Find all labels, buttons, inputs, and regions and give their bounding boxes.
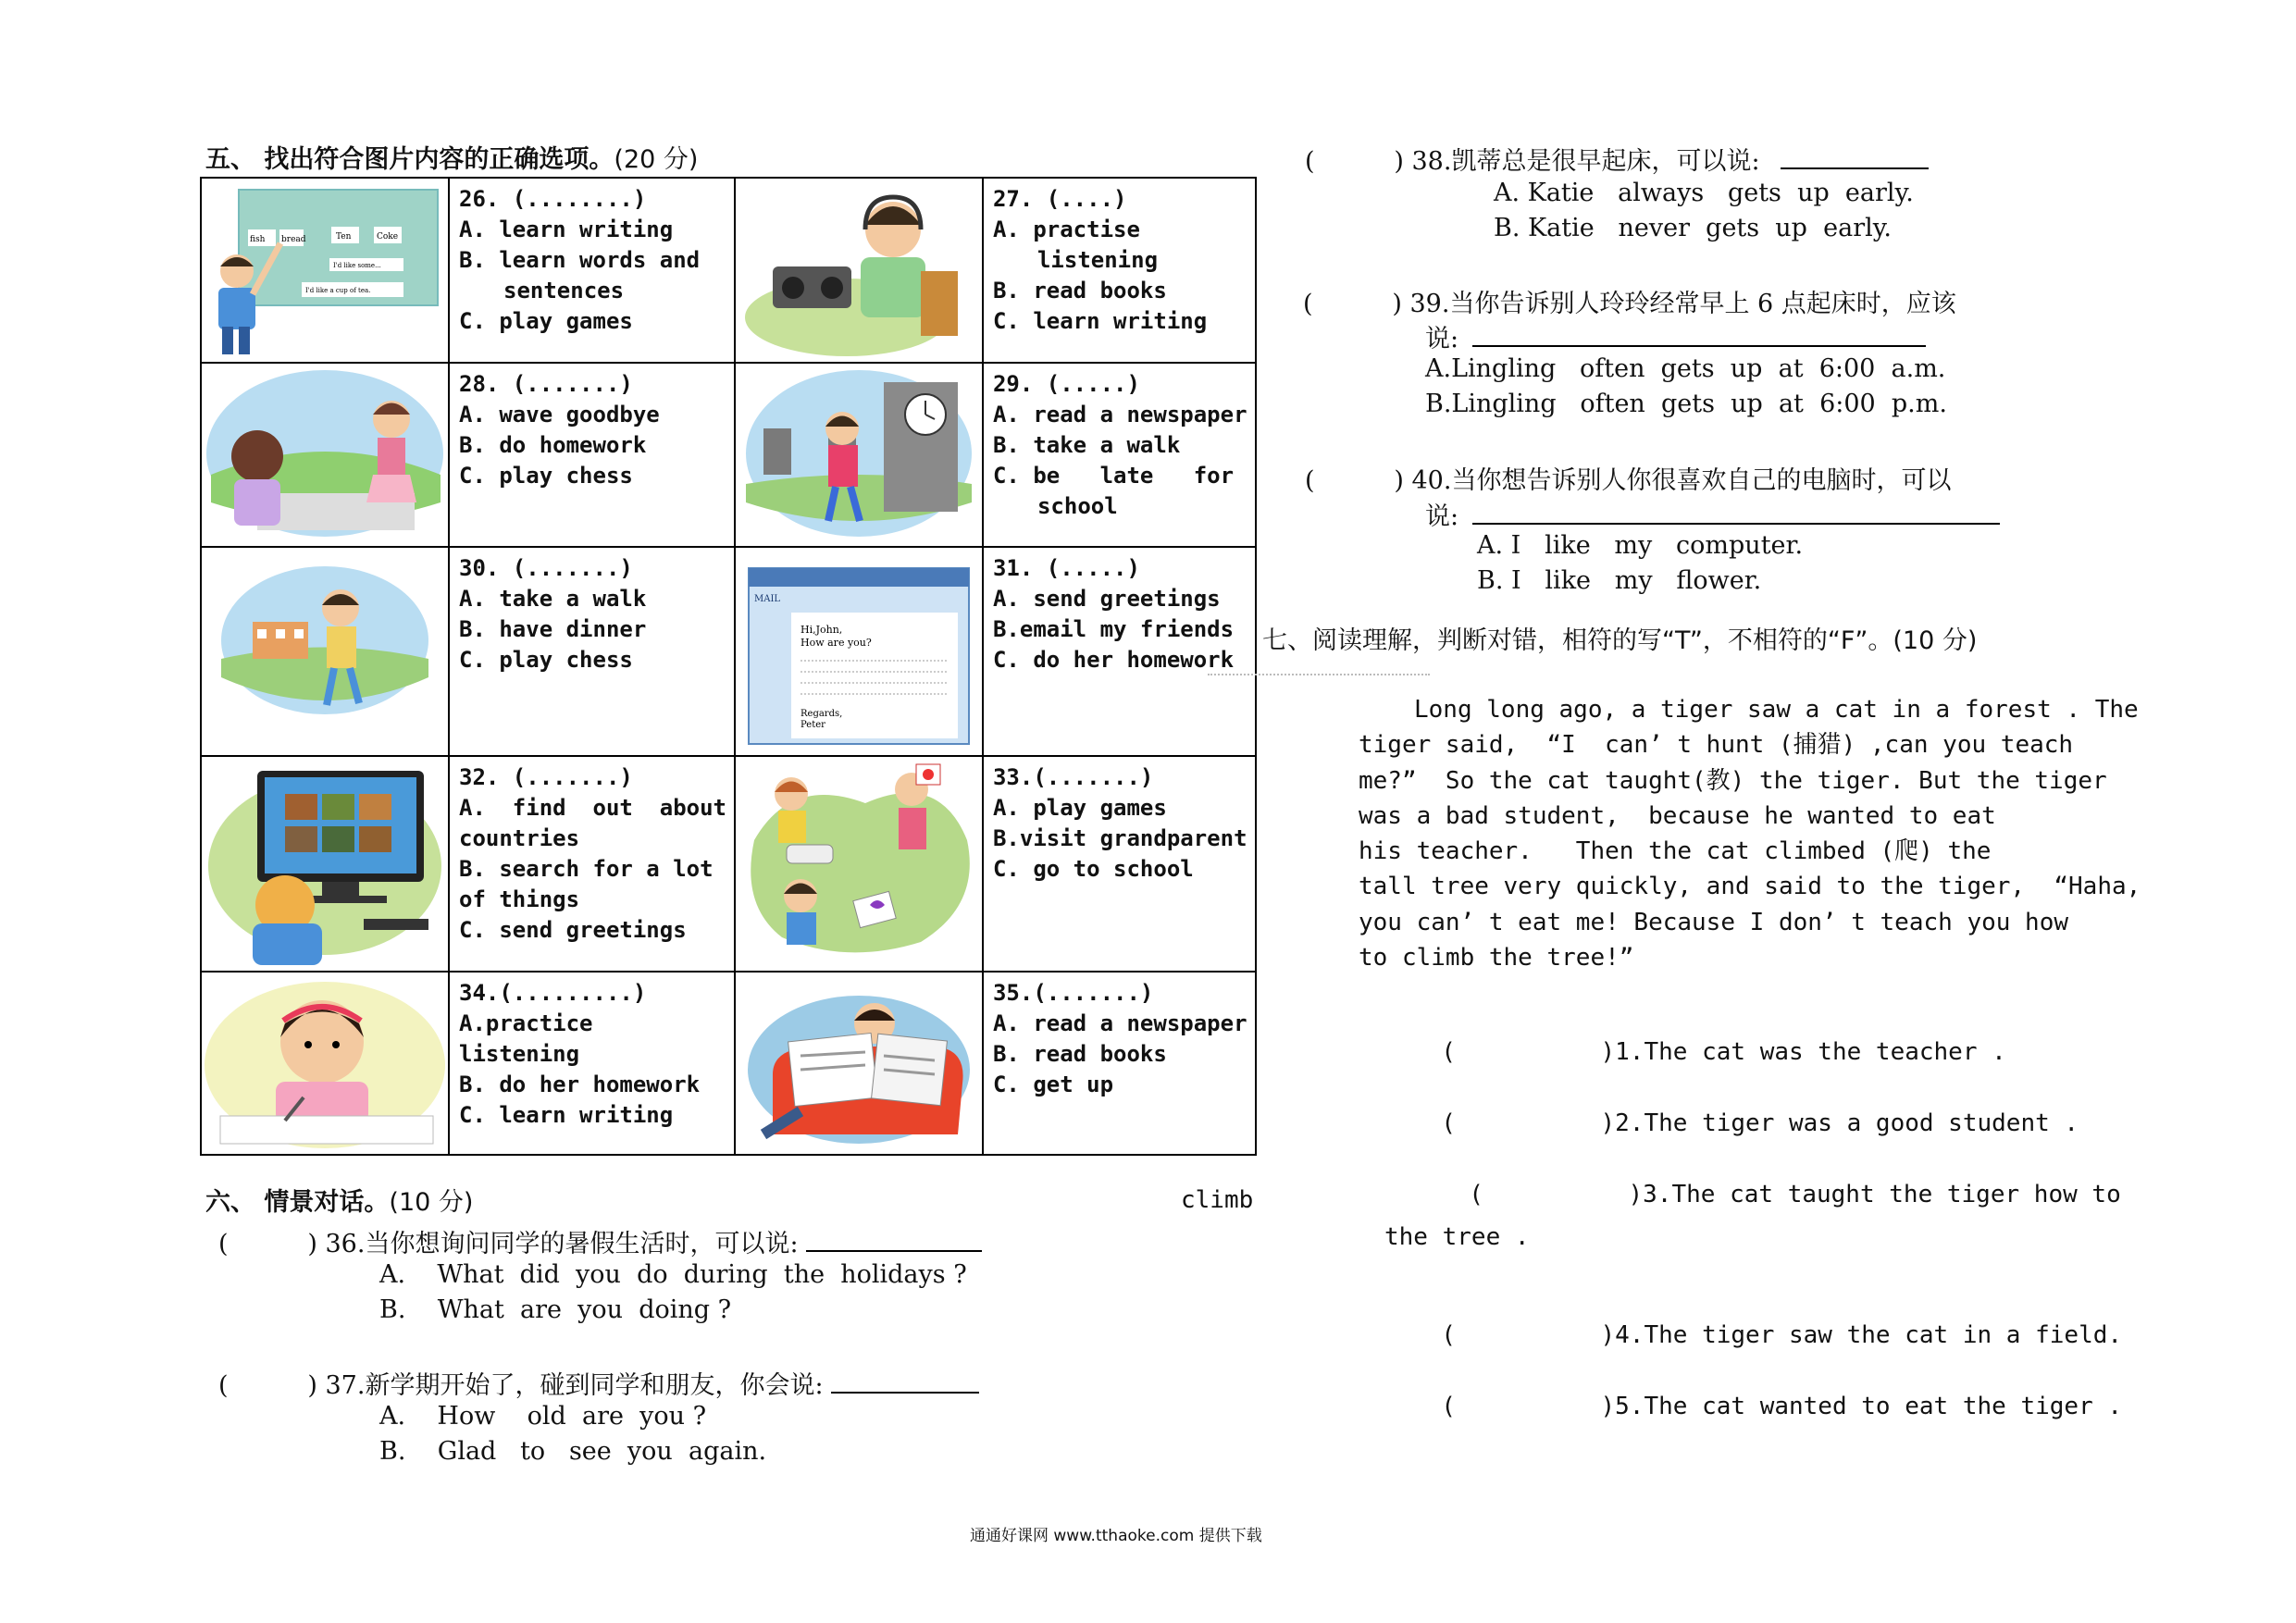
q37-prompt: 37.新学期开始了，碰到同学和朋友，你会说: [325, 1371, 824, 1400]
email-mail-label: MAIL [753, 593, 781, 604]
judgment-5-paren[interactable]: ( ) [1441, 1393, 1616, 1420]
q36-answer-paren[interactable]: ( ) [218, 1230, 317, 1258]
options-33: 33.(.......) A. play games B.visit grandparent C. go to school [983, 756, 1256, 971]
passage-line-6: tall tree very quickly, and said to the tiger, “Haha, [1359, 873, 2141, 901]
passage-line-7: you can’ t eat me! Because I don’ t teach you how [1359, 908, 2069, 936]
options-27: 27. (....) A. practise listening B. read books C. learn writing [983, 178, 1256, 363]
passage-line-4: was a bad student, because he wanted to eat [1359, 801, 1996, 830]
passage-line-5: his teacher. Then the cat climbed (爬) the [1359, 837, 1992, 866]
picture-26 [201, 178, 449, 363]
passage-line-8: to climb the tree!” [1359, 944, 1634, 973]
q39-row [1303, 283, 1956, 319]
picture-27 [735, 178, 983, 363]
judgment-1-paren[interactable]: ( ) [1441, 1038, 1616, 1066]
board-card-coke: Coke [377, 232, 399, 242]
options-26: 26. (........) A. learn writing B. learn words and sentences C. play games [449, 178, 735, 363]
q40-option-a: A. I like my computer. [1477, 531, 1804, 560]
q39-answer-paren[interactable]: ( ) [1303, 290, 1402, 318]
q36-blank[interactable] [806, 1250, 982, 1252]
q37-option-b: B. Glad to see you again. [379, 1437, 767, 1466]
judgment-3-continued: the tree . [1384, 1223, 1530, 1251]
q37-option-a: A. How old are you ? [379, 1402, 707, 1431]
page-footer: 通通好课网 www.tthaoke.com 提供下载 [970, 1527, 1262, 1545]
picture-31 [735, 547, 983, 756]
picture-34 [201, 972, 449, 1155]
picture-29 [735, 363, 983, 546]
section7-title: 七、阅读理解，判断对错，相符的写“T”，不相符的“F”。(10 分) [1262, 626, 1978, 655]
passage-line-2: tiger said, “I can’ t hunt (捕猎) ,can you teach [1359, 731, 2074, 760]
q38-row [1305, 141, 1929, 177]
board-card-fish: fish [250, 235, 266, 244]
options-28: 28. (.......) A. wave goodbye B. do homework C. play chess [449, 363, 735, 546]
judgment-1: ( )1.The cat was the teacher . [1441, 1038, 2006, 1066]
picture-30 [201, 547, 449, 756]
q39-prompt-line2: 说: [1425, 325, 1459, 353]
options-35: 35.(.......) A. read a newspaper B. read books C. get up [983, 972, 1256, 1155]
options-34: 34.(.........) A.practice listening B. do her homework C. learn writing [449, 972, 735, 1155]
q36-option-a: A. What did you do during the holidays ? [379, 1260, 967, 1289]
options-30: 30. (.......) A. take a walk B. have dinner C. play chess [449, 547, 735, 756]
q40-prompt-line1: 40.当你想告诉别人你很喜欢自己的电脑时，可以 [1411, 466, 1952, 495]
section6-title: 六、 情景对话。(10 分) [205, 1188, 474, 1217]
options-29: 29. (.....) A. read a newspaper B. take a walk C. be late for school [983, 363, 1256, 546]
picture-28 [201, 363, 449, 546]
judgment-2-paren[interactable]: ( ) [1441, 1109, 1616, 1137]
q38-option-b: B. Katie never gets up early. [1494, 214, 1892, 242]
judgment-5: ( )5.The cat wanted to eat the tiger . [1441, 1393, 2123, 1420]
q39-option-b: B.Lingling often gets up at 6:00 p.m. [1425, 390, 1947, 418]
reading-passage [1359, 692, 2141, 975]
q38-option-a: A. Katie always gets up early. [1494, 179, 1914, 207]
q37-answer-paren[interactable]: ( ) [218, 1371, 317, 1400]
q40-option-b: B. I like my flower. [1477, 566, 1762, 595]
q40-prompt-line2-row [1425, 496, 2000, 532]
board-card-tea: I'd like a cup of tea. [305, 287, 371, 294]
picture-match-table [200, 177, 1247, 1156]
q36-option-b: B. What are you doing ? [379, 1295, 732, 1324]
q39-option-a: A.Lingling often gets up at 6:00 a.m. [1425, 354, 1946, 383]
q36-row [218, 1223, 982, 1259]
q40-answer-paren[interactable]: ( ) [1305, 466, 1404, 495]
stray-word-climb: climb [1181, 1186, 1254, 1214]
passage-line-3: me?” So the cat taught(教) the tiger. But the tiger [1359, 766, 2107, 795]
q40-blank[interactable] [1472, 523, 2000, 525]
q37-row [218, 1365, 979, 1401]
q36-prompt: 36.当你想询问同学的暑假生活时，可以说: [325, 1230, 799, 1258]
q38-answer-paren[interactable]: ( ) [1305, 147, 1404, 176]
judgment-4-paren[interactable]: ( ) [1441, 1321, 1616, 1349]
q39-prompt-line1: 39.当你告诉别人玲玲经常早上 6 点起床时，应该 [1409, 290, 1956, 318]
board-card-ten: Ten [336, 232, 352, 242]
judgment-2: ( )2.The tiger was a good student . [1441, 1109, 2079, 1137]
board-card-some: I'd like some... [333, 262, 381, 269]
picture-33 [735, 756, 983, 971]
email-signature: Peter [800, 719, 825, 730]
q40-prompt-line2: 说: [1425, 502, 1459, 531]
dotted-divider [1208, 674, 1430, 675]
judgment-3-paren[interactable]: ( ) [1469, 1181, 1644, 1208]
q38-blank[interactable] [1781, 167, 1929, 169]
options-31: 31. (.....) A. send greetings B.email my friends C. do her homework [983, 547, 1256, 756]
q39-blank[interactable] [1472, 345, 1926, 347]
q37-blank[interactable] [831, 1392, 979, 1394]
q38-prompt: 38.凯蒂总是很早起床，可以说: [1411, 147, 1760, 176]
email-greeting: Hi,John, [800, 623, 843, 636]
email-question: How are you? [800, 636, 872, 649]
options-32: 32. (.......) A. find out about countries B. search for a lot of things C. send greetings [449, 756, 735, 971]
passage-line-1: Long long ago, a tiger saw a cat in a forest . The [1414, 696, 2139, 724]
picture-32 [201, 756, 449, 971]
judgment-4: ( )4.The tiger saw the cat in a field. [1441, 1321, 2123, 1349]
board-card-bread: bread [281, 235, 306, 244]
section5-title: 五、 找出符合图片内容的正确选项。(20 分) [205, 145, 699, 174]
picture-35 [735, 972, 983, 1155]
judgment-3: ( )3.The cat taught the tiger how to [1469, 1181, 2121, 1208]
q39-prompt-line2-row [1425, 318, 1926, 354]
q40-row [1305, 460, 1951, 496]
email-regards: Regards, [800, 708, 843, 719]
